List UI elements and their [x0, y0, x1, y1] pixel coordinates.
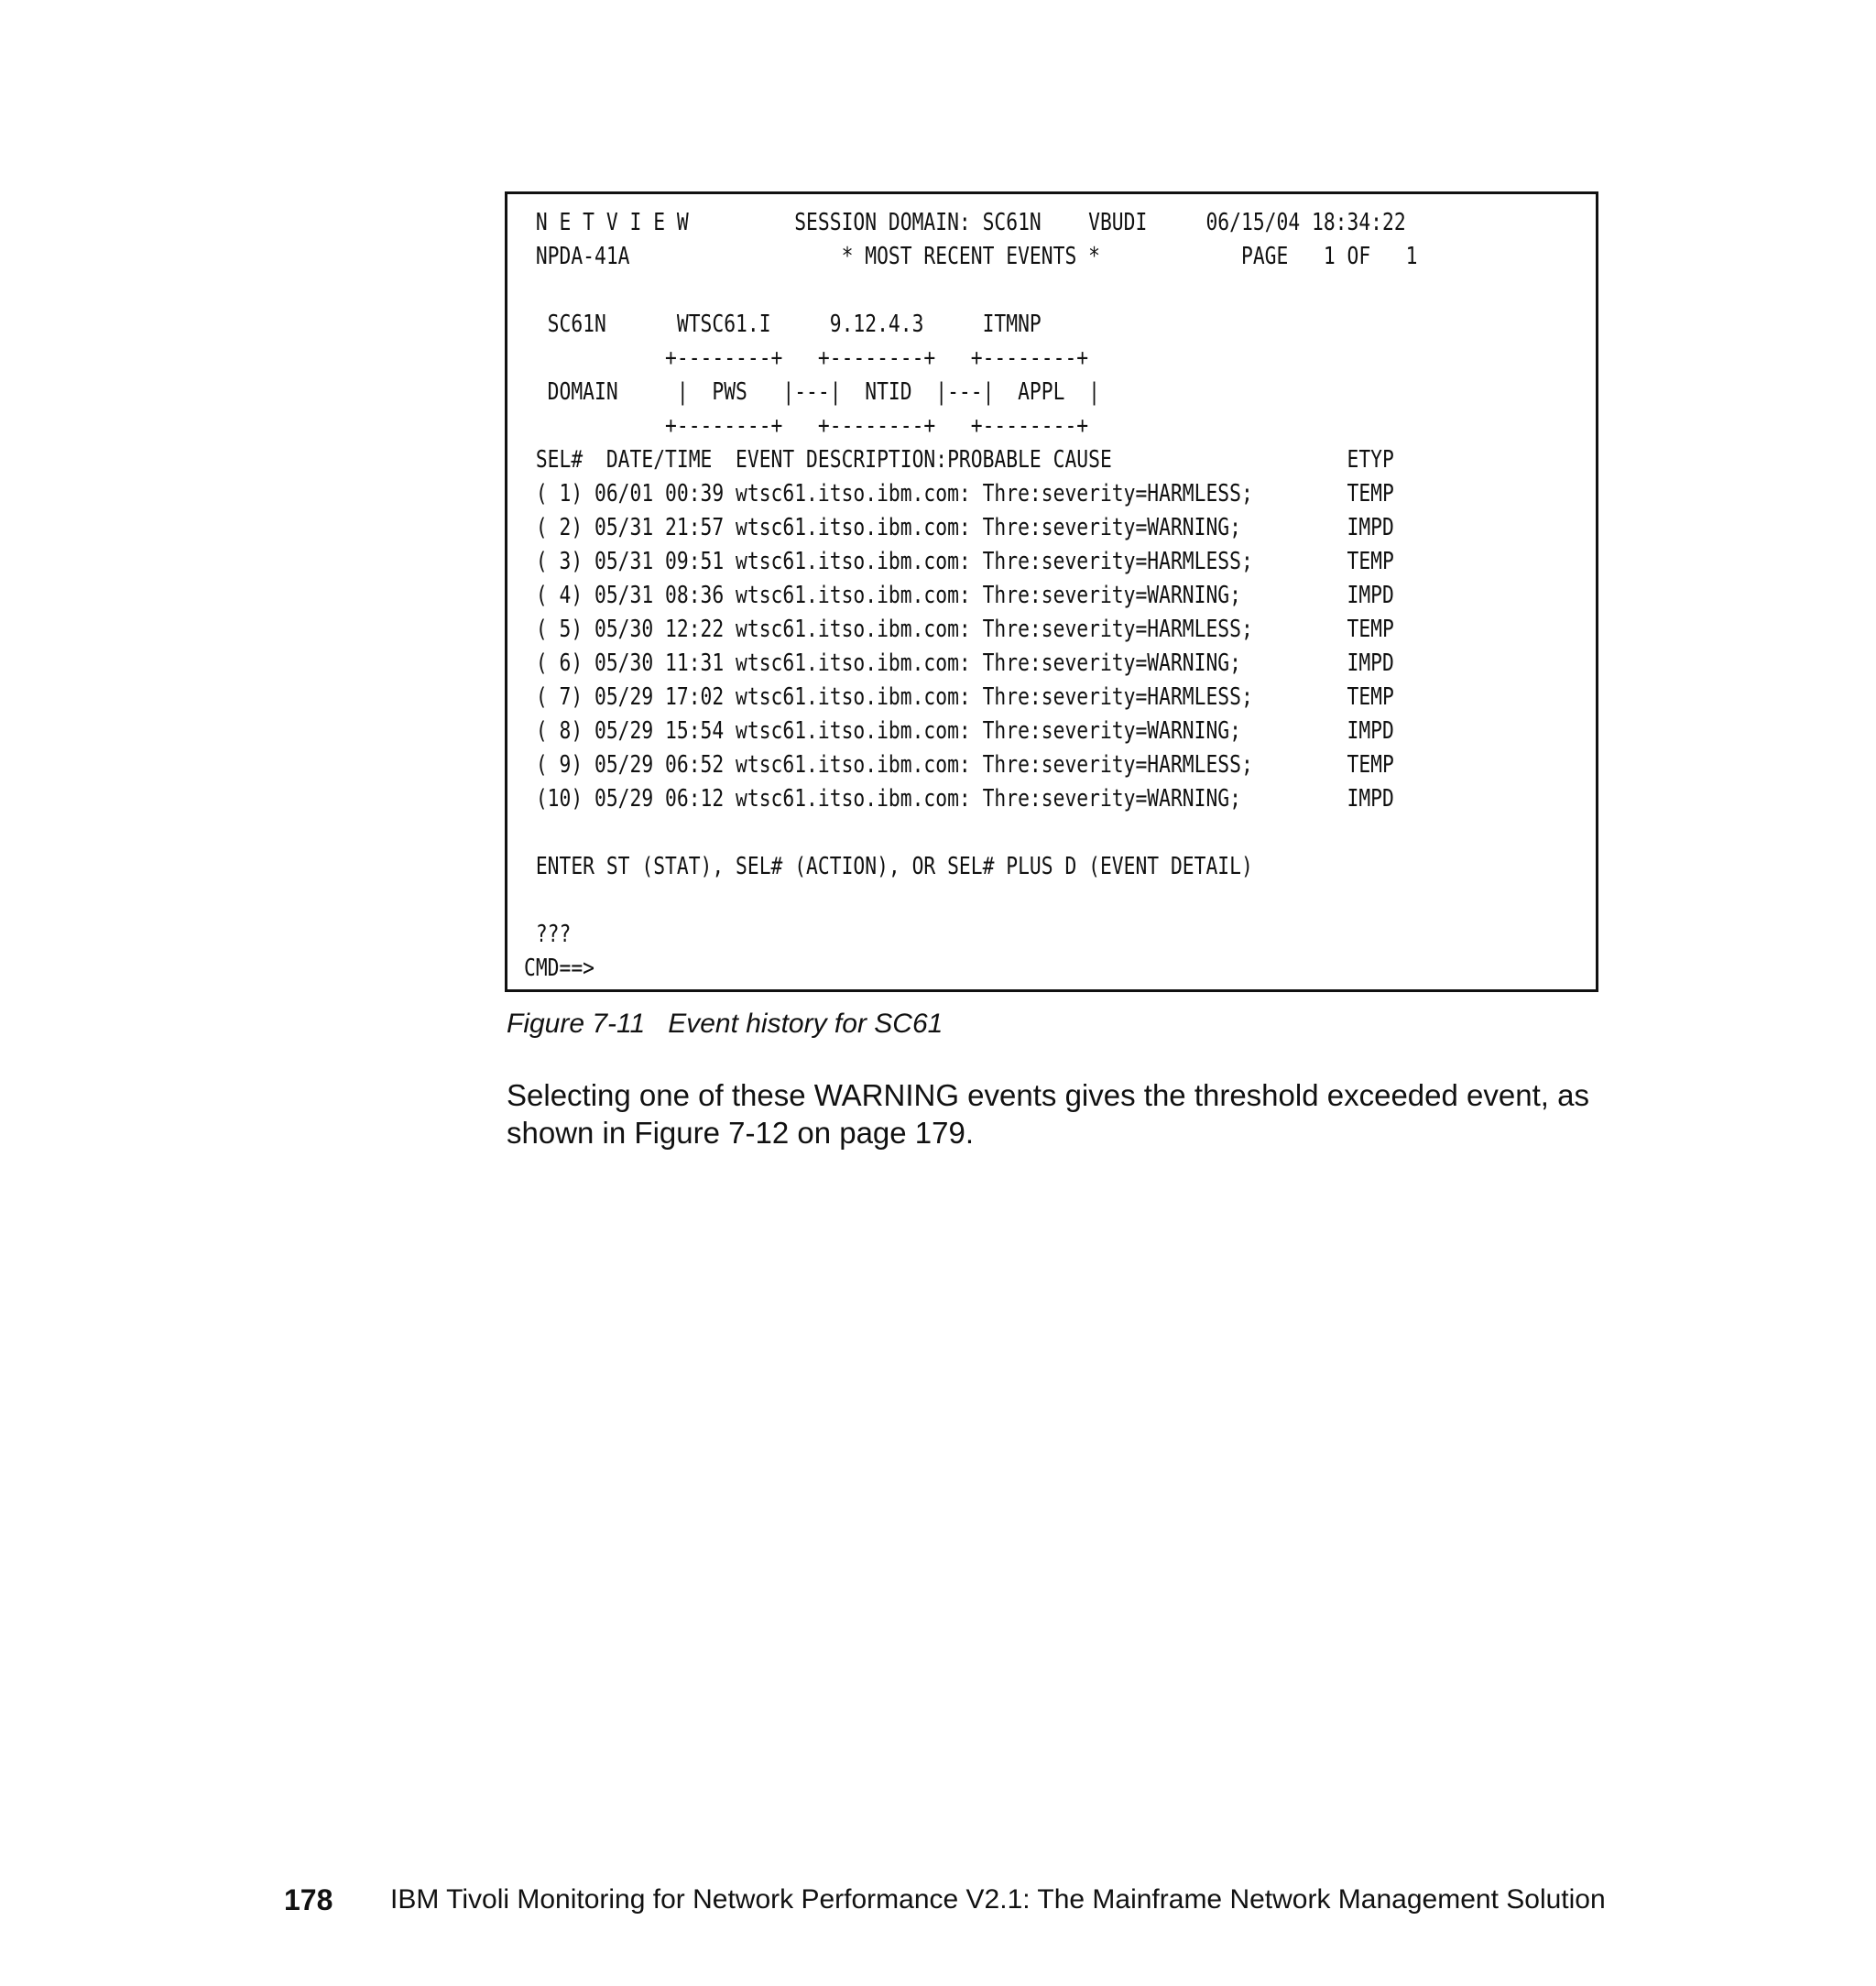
- terminal-line-header: N E T V I E W SESSION DOMAIN: SC61N VBUDI 06/15/04 18:34:22: [524, 209, 1406, 236]
- terminal-message: ???: [524, 921, 572, 948]
- event-row[interactable]: ( 5) 05/30 12:22 wtsc61.itso.ibm.com: Thre:severity=HARMLESS; TEMP: [524, 616, 1394, 643]
- event-row[interactable]: ( 3) 05/31 09:51 wtsc61.itso.ibm.com: Thre:severity=HARMLESS; TEMP: [524, 548, 1394, 575]
- terminal-screen: [505, 191, 1598, 992]
- terminal-line-node-names: SC61N WTSC61.I 9.12.4.3 ITMNP: [524, 311, 1042, 338]
- figure-caption: Figure 7-11 Event history for SC61: [507, 1009, 943, 1039]
- page-number: 178: [284, 1883, 333, 1916]
- command-input[interactable]: CMD==>: [524, 955, 595, 982]
- event-row[interactable]: ( 6) 05/30 11:31 wtsc61.itso.ibm.com: Thre:severity=WARNING; IMPD: [524, 649, 1394, 677]
- event-row[interactable]: (10) 05/29 06:12 wtsc61.itso.ibm.com: Thre:severity=WARNING; IMPD: [524, 785, 1394, 813]
- terminal-instructions: ENTER ST (STAT), SEL# (ACTION), OR SEL# PLUS D (EVENT DETAIL): [524, 853, 1253, 880]
- terminal-line-box-top: +--------+ +--------+ +--------+: [524, 344, 1089, 372]
- event-row[interactable]: ( 8) 05/29 15:54 wtsc61.itso.ibm.com: Thre:severity=WARNING; IMPD: [524, 717, 1394, 745]
- event-row[interactable]: ( 4) 05/31 08:36 wtsc61.itso.ibm.com: Thre:severity=WARNING; IMPD: [524, 582, 1394, 609]
- event-row[interactable]: ( 7) 05/29 17:02 wtsc61.itso.ibm.com: Thre:severity=HARMLESS; TEMP: [524, 683, 1394, 711]
- book-title: IBM Tivoli Monitoring for Network Performance V2.1: The Mainframe Network Management Solution: [390, 1884, 1606, 1915]
- event-row[interactable]: ( 2) 05/31 21:57 wtsc61.itso.ibm.com: Thre:severity=WARNING; IMPD: [524, 514, 1394, 541]
- terminal-line-box-bottom: +--------+ +--------+ +--------+: [524, 412, 1089, 440]
- event-table-header: SEL# DATE/TIME EVENT DESCRIPTION:PROBABLE CAUSE ETYP: [524, 446, 1394, 474]
- body-paragraph: Selecting one of these WARNING events gives the threshold exceeded event, as shown in Figure 7-12 on page 179.: [507, 1078, 1589, 1150]
- terminal-line-subheader: NPDA-41A * MOST RECENT EVENTS * PAGE 1 OF 1: [524, 243, 1418, 270]
- event-row[interactable]: ( 9) 05/29 06:52 wtsc61.itso.ibm.com: Thre:severity=HARMLESS; TEMP: [524, 751, 1394, 779]
- terminal-line-domain-boxes: DOMAIN | PWS |---| NTID |---| APPL |: [524, 378, 1100, 406]
- event-row[interactable]: ( 1) 06/01 00:39 wtsc61.itso.ibm.com: Thre:severity=HARMLESS; TEMP: [524, 480, 1394, 507]
